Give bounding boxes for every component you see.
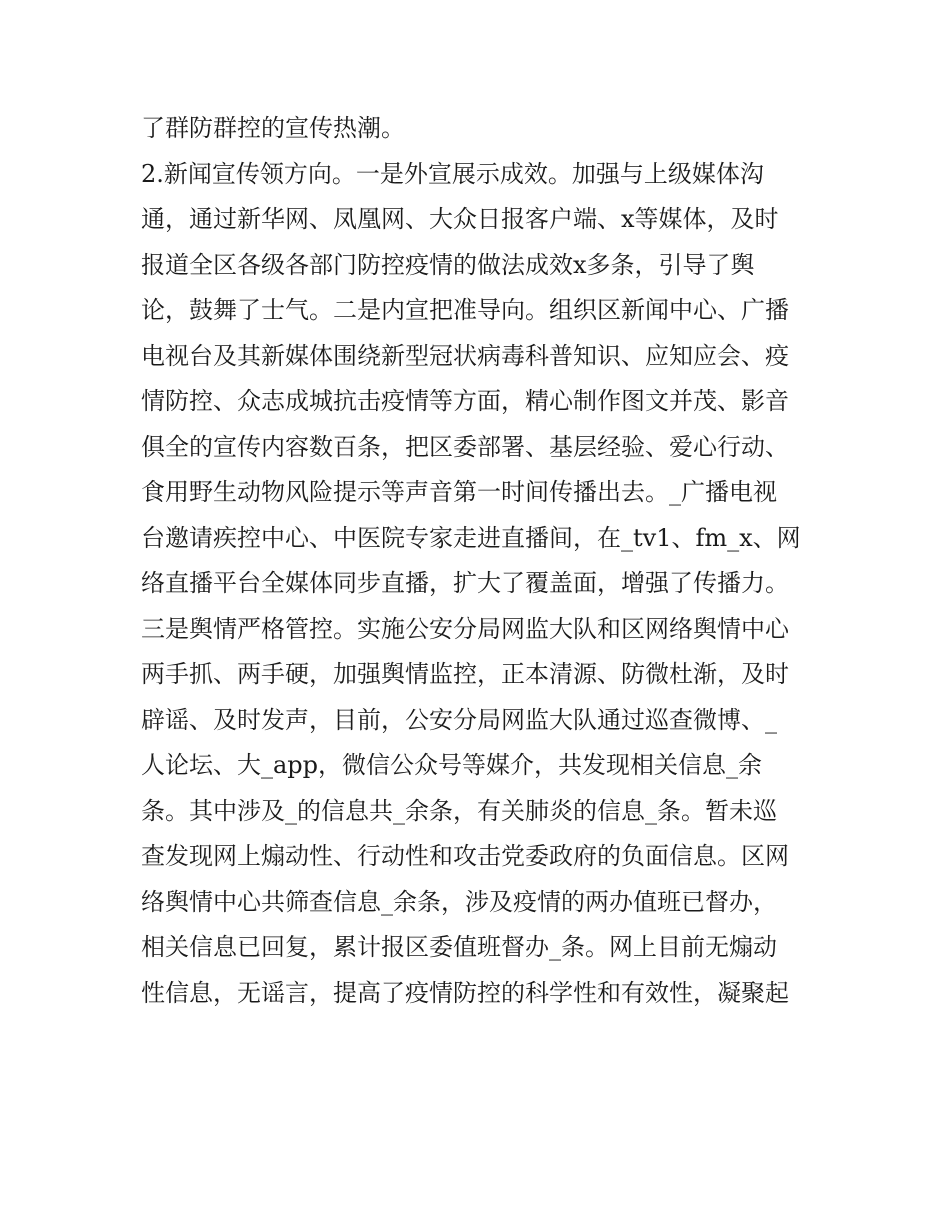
text-line: 相关信息已回复，累计报区委值班督办_条。网上目前无煽动 (141, 933, 777, 961)
text-line: 辟谣、及时发声，目前，公安分局网监大队通过巡查微博、_ (141, 705, 777, 734)
text-line: 论，鼓舞了士气。二是内宣把准导向。组织区新闻中心、广播 (141, 296, 789, 324)
text-line: 台邀请疾控中心、中医院专家走进直播间，在_tv1、fm_x、网 (141, 523, 801, 552)
text-line: 了群防群控的宣传热潮。 (141, 114, 405, 142)
text-line: 情防控、众志成城抗击疫情等方面，精心制作图文并茂、影音 (141, 387, 789, 415)
text-line: 条。其中涉及_的信息共_余条，有关肺炎的信息_条。暂未巡 (141, 796, 777, 825)
text-line: 俱全的宣传内容数百条，把区委部署、基层经验、爱心行动、 (141, 432, 789, 461)
text-line: 查发现网上煽动性、行动性和攻击党委政府的负面信息。区网 (141, 842, 789, 870)
text-line: 络直播平台全媒体同步直播，扩大了覆盖面，增强了传播力。 (141, 569, 789, 597)
body-text (141, 106, 821, 1016)
text-line: 性信息，无谣言，提高了疫情防控的科学性和有效性，凝聚起 (141, 978, 789, 1007)
text-line: 两手抓、两手硬，加强舆情监控，正本清源、防微杜渐，及时 (141, 660, 789, 688)
text-line: 电视台及其新媒体围绕新型冠状病毒科普知识、应知应会、疫 (141, 341, 789, 370)
text-line: 报道全区各级各部门防控疫情的做法成效x多条，引导了舆 (141, 250, 755, 279)
text-line: 络舆情中心共筛查信息_余条，涉及疫情的两办值班已督办， (141, 887, 777, 916)
text-line: 通，通过新华网、凤凰网、大众日报客户端、x等媒体，及时 (141, 205, 779, 233)
text-line: 2.新闻宣传领方向。一是外宣展示成效。加强与上级媒体沟 (141, 159, 764, 188)
text-line: 食用野生动物风险提示等声音第一时间传播出去。_广播电视 (141, 478, 777, 506)
text-line: 人论坛、大_app，微信公众号等媒介，共发现相关信息_余 (141, 751, 763, 779)
text-line: 三是舆情严格管控。实施公安分局网监大队和区网络舆情中心 (141, 614, 789, 643)
